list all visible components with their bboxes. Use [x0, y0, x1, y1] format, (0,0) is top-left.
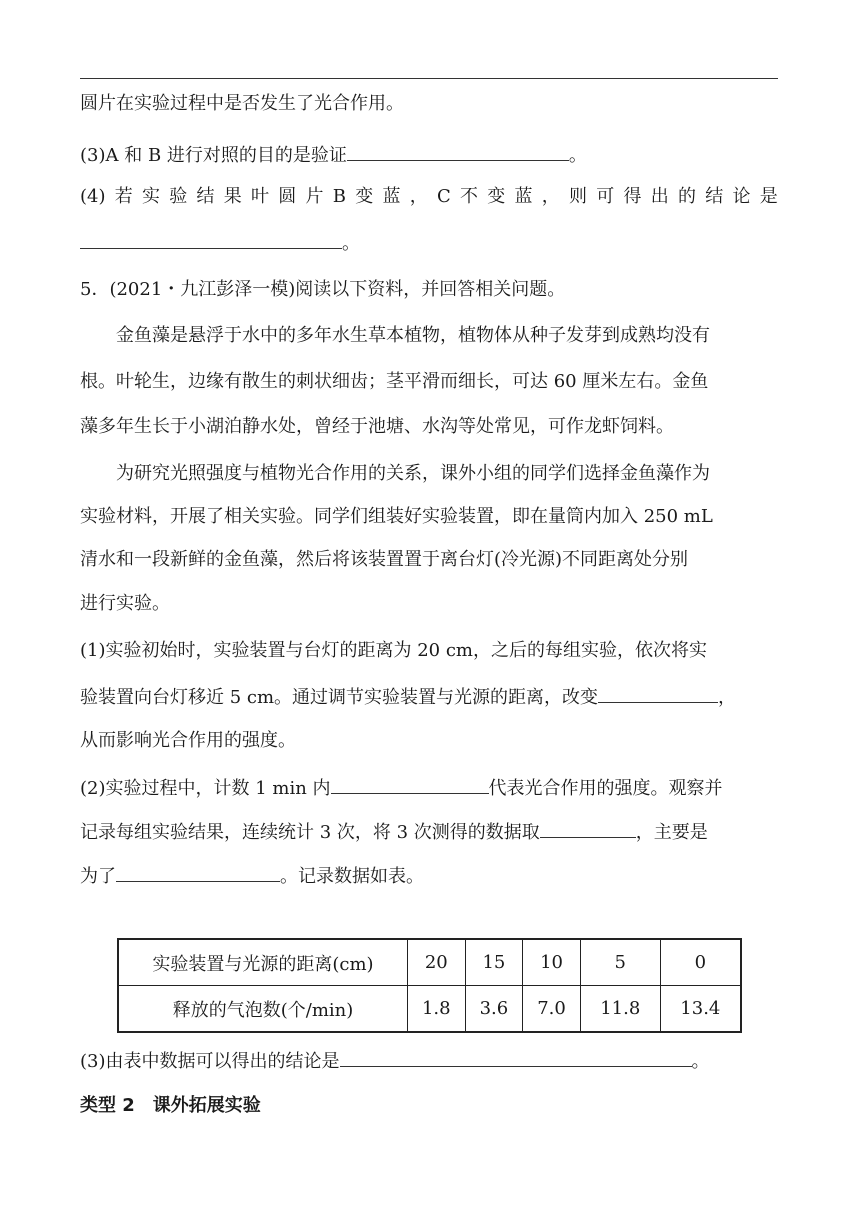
question-4-char: 则 — [569, 186, 588, 207]
paragraph-line: 实验材料，开展了相关实验。同学们组装好实验装置，即在量筒内加入 250 mL — [80, 506, 713, 527]
question-4-char: 的 — [678, 186, 697, 207]
answer-blank[interactable] — [80, 230, 342, 249]
table-cell: 7.0 — [523, 986, 581, 1033]
subquestion-2-text-end: 代表光合作用的强度。观察并 — [488, 778, 723, 799]
table-row — [118, 939, 741, 986]
question-4-char: ， — [409, 186, 428, 207]
question-4-char: 论 — [732, 186, 751, 207]
question-4-char: ， — [541, 186, 560, 207]
subquestion-2-line2 — [80, 819, 780, 845]
question-4-char: 出 — [650, 186, 669, 207]
table-row — [118, 986, 741, 1033]
paragraph-line: 进行实验。 — [80, 593, 170, 614]
question-4-char: (4) — [80, 186, 106, 207]
question-4-char: B — [332, 186, 346, 207]
question-4 — [80, 185, 778, 209]
subquestion-2 — [80, 775, 780, 801]
table-cell: 3.6 — [465, 986, 523, 1033]
subquestion-1-line3: 从而影响光合作用的强度。 — [80, 730, 296, 751]
question-4-char: 变 — [487, 186, 506, 207]
subquestion-1: (1)实验初始时，实验装置与台灯的距离为 20 cm，之后的每组实验，依次将实 — [80, 640, 707, 661]
subquestion-3-text: (3)由表中数据可以得出的结论是 — [80, 1051, 340, 1072]
table-cell: 0 — [660, 939, 741, 986]
question-4-char: 得 — [623, 186, 642, 207]
question-4-char: C — [436, 186, 451, 207]
table-cell: 11.8 — [580, 986, 660, 1033]
question-4-char: 圆 — [278, 186, 297, 207]
table-cell: 20 — [408, 939, 466, 986]
question-3 — [80, 142, 780, 168]
table-cell: 15 — [465, 939, 523, 986]
subquestion-2-text-end: ，主要是 — [635, 822, 708, 843]
paragraph-line: 金鱼藻是悬浮于水中的多年水生草本植物，植物体从种子发芽到成熟均没有 — [116, 325, 710, 346]
table-cell: 10 — [523, 939, 581, 986]
subquestion-1-text: 验装置向台灯移近 5 cm。通过调节实验装置与光源的距离，改变 — [80, 687, 599, 708]
subquestion-2-text-end: 。记录数据如表。 — [280, 866, 424, 887]
paragraph-line: 清水和一段新鲜的金鱼藻，然后将该装置置于离台灯(冷光源)不同距离处分别 — [80, 549, 689, 570]
text-line: 圆片在实验过程中是否发生了光合作用。 — [80, 93, 404, 114]
paragraph-line: 为研究光照强度与植物光合作用的关系，课外小组的同学们选择金鱼藻作为 — [116, 463, 710, 484]
question-4-answer-line — [80, 230, 780, 256]
question-3-text: (3)A 和 B 进行对照的目的是验证 — [80, 145, 347, 166]
question-5-title: 5．(2021・九江彭泽一模)阅读以下资料，并回答相关问题。 — [80, 279, 566, 300]
question-4-char: 片 — [305, 186, 324, 207]
answer-blank[interactable] — [331, 775, 489, 794]
question-4-char: 可 — [596, 186, 615, 207]
subquestion-3 — [80, 1048, 780, 1074]
subquestion-1-line2 — [80, 684, 780, 710]
subquestion-2-text: 记录每组实验结果，连续统计 3 次，将 3 次测得的数据取 — [80, 822, 540, 843]
question-4-char: 不 — [460, 186, 479, 207]
data-table — [117, 938, 742, 1033]
answer-blank[interactable] — [347, 142, 569, 161]
question-4-char: 蓝 — [514, 186, 533, 207]
table-cell: 13.4 — [660, 986, 741, 1033]
paragraph-line: 藻多年生长于小湖泊静水处，曾经于池塘、水沟等处常见，可作龙虾饲料。 — [80, 416, 674, 437]
table-row-header: 释放的气泡数(个/min) — [118, 986, 408, 1033]
subquestion-1-comma: ， — [718, 687, 737, 708]
answer-blank[interactable] — [598, 684, 718, 703]
question-4-char: 结 — [196, 186, 215, 207]
answer-blank[interactable] — [116, 863, 280, 882]
question-4-char: 叶 — [251, 186, 269, 207]
question-4-char: 变 — [355, 186, 374, 207]
question-4-char: 是 — [759, 186, 778, 207]
paragraph-line: 根。叶轮生，边缘有散生的刺状细齿；茎平滑而细长，可达 60 厘米左右。金鱼 — [80, 371, 709, 392]
table-row-header: 实验装置与光源的距离(cm) — [118, 939, 408, 986]
table-cell: 1.8 — [408, 986, 466, 1033]
question-4-char: 实 — [142, 186, 160, 207]
question-4-char: 结 — [705, 186, 724, 207]
question-4-char: 验 — [169, 186, 188, 207]
question-4-char: 果 — [223, 186, 242, 207]
subquestion-2-line3 — [80, 863, 780, 889]
question-4-char: 蓝 — [382, 186, 401, 207]
answer-blank[interactable] — [540, 819, 636, 838]
header-rule — [80, 78, 778, 79]
question-4-end: 。 — [342, 233, 360, 254]
subquestion-3-end: 。 — [691, 1051, 710, 1072]
question-3-end: 。 — [568, 145, 587, 166]
subquestion-2-text: (2)实验过程中，计数 1 min 内 — [80, 778, 331, 799]
question-4-char: 若 — [114, 186, 133, 207]
subquestion-2-text: 为了 — [80, 866, 116, 887]
section-heading: 类型 2 课外拓展实验 — [80, 1095, 261, 1116]
answer-blank[interactable] — [340, 1048, 692, 1067]
table-cell: 5 — [580, 939, 660, 986]
